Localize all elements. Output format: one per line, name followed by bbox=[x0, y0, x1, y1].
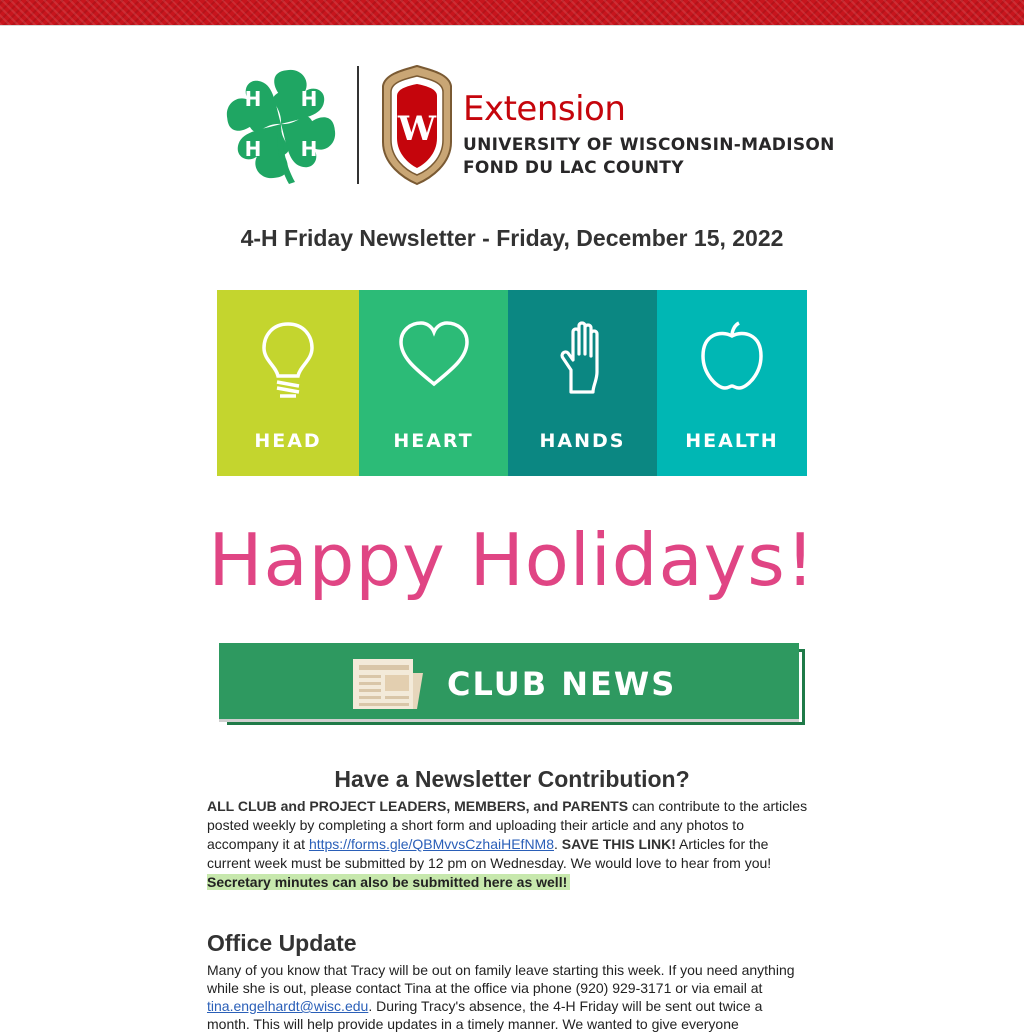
secretary-minutes-highlight: Secretary minutes can also be submitted here as well! bbox=[207, 874, 570, 890]
crest-letter: W bbox=[397, 109, 437, 149]
office-update-text: . During Tracy's absence, the 4-H Friday will be sent out twice a month. This will help provide updates in a timely manner. We wanted to give everyone bbox=[207, 998, 763, 1032]
tile-label: HEAD bbox=[254, 430, 322, 452]
tile-label: HEART bbox=[393, 430, 474, 452]
tile-hands bbox=[508, 290, 657, 476]
contribution-text: . bbox=[554, 836, 562, 852]
logo-divider bbox=[357, 66, 359, 184]
contribution-paragraph bbox=[207, 797, 809, 892]
hand-icon bbox=[557, 320, 609, 398]
tile-head bbox=[217, 290, 359, 476]
tile-label: HANDS bbox=[539, 430, 626, 452]
lightbulb-icon bbox=[258, 320, 318, 400]
club-news-banner bbox=[219, 643, 809, 729]
contribution-text: Articles for the current week must be submitted by 12 pm on Wednesday. We would love to hear from you! bbox=[207, 836, 772, 871]
header-red-band bbox=[0, 0, 1024, 26]
happy-holidays-banner: Happy Holidays! bbox=[208, 518, 816, 602]
apple-icon bbox=[699, 320, 765, 392]
clover-letter-h: H bbox=[300, 137, 318, 161]
clover-letter-h: H bbox=[244, 137, 262, 161]
office-update-heading: Office Update bbox=[207, 930, 357, 956]
office-update-paragraph bbox=[207, 961, 809, 1033]
newspaper-icon bbox=[351, 657, 425, 711]
club-news-panel bbox=[219, 643, 799, 719]
newsletter-title: 4-H Friday Newsletter - Friday, December 15, 2022 bbox=[240, 225, 784, 251]
contribution-text: can contribute to the articles posted weekly by completing a short form and uploading their article and any photos to accompany it at bbox=[207, 798, 808, 852]
4h-clover-logo-icon bbox=[223, 64, 339, 186]
county-name: FOND DU LAC COUNTY bbox=[463, 158, 684, 178]
tile-label: HEALTH bbox=[685, 430, 779, 452]
clover-letter-h: H bbox=[300, 87, 318, 111]
logo-header bbox=[223, 62, 835, 190]
contribution-heading: Have a Newsletter Contribution? bbox=[334, 766, 690, 792]
tile-heart bbox=[359, 290, 508, 476]
uw-crest-icon bbox=[379, 64, 455, 186]
tile-health bbox=[657, 290, 807, 476]
office-update-text: Many of you know that Tracy will be out on family leave starting this week. If you need anything while she is out, please contact Tina at the office via phone (920) 929-3171 or via email at bbox=[207, 962, 795, 996]
contact-email-link[interactable]: tina.engelhardt@wisc.edu bbox=[207, 998, 369, 1014]
club-news-label: CLUB NEWS bbox=[447, 665, 677, 703]
save-link-notice: SAVE THIS LINK! bbox=[561, 836, 676, 852]
university-name: UNIVERSITY OF WISCONSIN-MADISON bbox=[463, 135, 835, 155]
contribution-lead: ALL CLUB and PROJECT LEADERS, MEMBERS, and PARENTS bbox=[207, 798, 629, 814]
clover-letter-h: H bbox=[244, 87, 262, 111]
heart-icon bbox=[397, 320, 471, 390]
contribution-form-link[interactable]: https://forms.gle/QBMvvsCzhaiHEfNM8 bbox=[308, 836, 554, 852]
four-h-pledge-banner bbox=[217, 290, 807, 476]
extension-wordmark: Extension bbox=[463, 89, 626, 129]
